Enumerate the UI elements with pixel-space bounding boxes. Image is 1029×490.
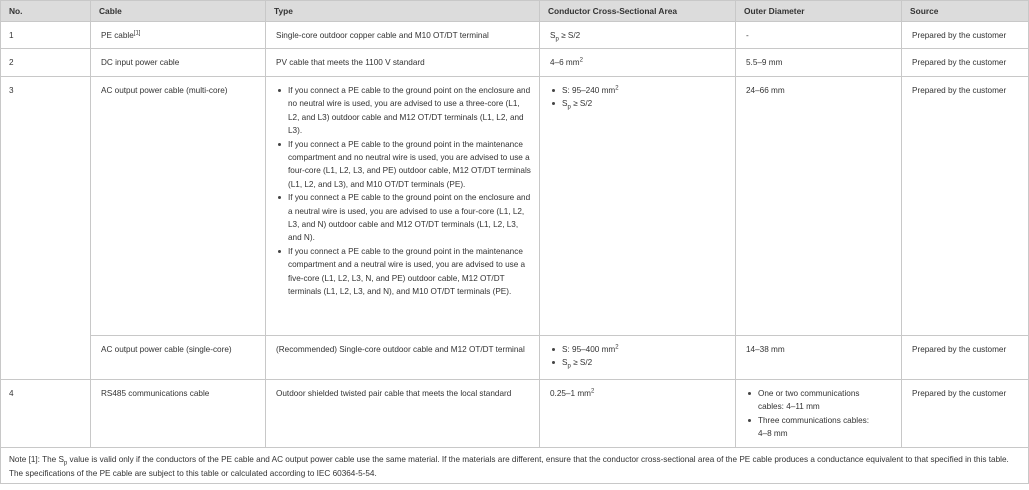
cell-diameter: 24–66 mm — [736, 77, 902, 336]
note-row — [1, 448, 1029, 484]
cell-no: 1 — [1, 22, 91, 49]
cell-cable: AC output power cable (single-core) — [91, 336, 266, 380]
cell-type: PV cable that meets the 1100 V standard — [266, 49, 540, 77]
header-source: Source — [902, 1, 1029, 22]
list-item: If you connect a PE cable to the ground point on the enclosure and a neutral wire is used, you are advised to use a four-core (L1, L2, L3, and N) outdoor cable and M12 OT/DT terminals (L1, L2, L3, and N). — [276, 191, 531, 245]
cell-area: $S_p \ge S/2$ — [540, 22, 736, 49]
list-item: If you connect a PE cable to the ground point in the maintenance compartment and no neutral wire is used, you are advised to use a four-core (L1, L2, L3, and PE) outdoor cable, M12 OT/DT terminals (L1, L2, and L3), and M10 OT/DT terminals (PE). — [276, 138, 531, 192]
cell-cable: DC input power cable — [91, 49, 266, 77]
area-bullet-list — [550, 343, 727, 370]
table-row — [1, 22, 1029, 49]
header-area: Conductor Cross-Sectional Area — [540, 1, 736, 22]
cell-type — [266, 77, 540, 336]
cell-area: 4–6 $mm^2$ — [540, 49, 736, 77]
cell-source: Prepared by the customer — [902, 380, 1029, 448]
diameter-bullet-list — [746, 387, 893, 441]
type-bullet-list — [276, 84, 531, 299]
cell-diameter — [736, 380, 902, 448]
cell-diameter: 5.5–9 mm — [736, 49, 902, 77]
cell-cable: PE cable[1] — [91, 22, 266, 49]
header-diameter: Outer Diameter — [736, 1, 902, 22]
table-row — [1, 77, 1029, 336]
table-header-row — [1, 1, 1029, 22]
area-bullet-list — [550, 84, 727, 111]
list-item: S: 95–400 $mm^2$ — [550, 343, 727, 356]
cell-cable: RS485 communications cable — [91, 380, 266, 448]
cell-no: 4 — [1, 380, 91, 448]
header-type: Type — [266, 1, 540, 22]
cell-type: Single-core outdoor copper cable and M10 OT/DT terminal — [266, 22, 540, 49]
header-no: No. — [1, 1, 91, 22]
footnote-ref[interactable]: [1] — [133, 30, 141, 37]
table-row — [1, 49, 1029, 77]
cell-area — [540, 336, 736, 380]
cell-diameter: - — [736, 22, 902, 49]
list-item: If you connect a PE cable to the ground point in the maintenance compartment and a neutral wire is used, you are advised to use a five-core (L1, L2, L3, N, and PE) outdoor cable, M12 OT/DT terminals (L1, L2, L3, and N), and M10 OT/DT terminals (PE). — [276, 245, 531, 299]
cell-diameter: 14–38 mm — [736, 336, 902, 380]
list-item: If you connect a PE cable to the ground point on the enclosure and no neutral wire is used, you are advised to use a three-core (L1, L2, and L3) outdoor cable and M12 OT/DT terminals (L1, L2, and L3). — [276, 84, 531, 138]
cell-cable: AC output power cable (multi-core) — [91, 77, 266, 336]
cell-area: 0.25–1 $mm^2$ — [540, 380, 736, 448]
cell-source: Prepared by the customer — [902, 22, 1029, 49]
cell-source: Prepared by the customer — [902, 336, 1029, 380]
list-item: Three communications cables: 4–8 mm — [746, 414, 873, 441]
list-item: One or two communications cables: 4–11 mm — [746, 387, 873, 414]
cell-type: (Recommended) Single-core outdoor cable and M12 OT/DT terminal — [266, 336, 540, 380]
cell-area — [540, 77, 736, 336]
table-note: Note [1]: The $S_p$ value is valid only if the conductors of the PE cable and AC output power cable use the same material. If the materials are different, ensure that the conductor cross-sectional area of the PE cable produces a conductance equivalent to that specified in this table. The specifications of the PE cable are subject to this table or calculated according to IEC 60364-5-54. — [1, 448, 1029, 484]
cell-source: Prepared by the customer — [902, 49, 1029, 77]
cell-source: Prepared by the customer — [902, 77, 1029, 336]
header-cable: Cable — [91, 1, 266, 22]
list-item: $S_p \ge S/2$ — [550, 356, 727, 369]
cell-no: 3 — [1, 77, 91, 380]
table-row — [1, 336, 1029, 380]
cell-no: 2 — [1, 49, 91, 77]
table-row — [1, 380, 1029, 448]
list-item: $S_p \ge S/2$ — [550, 97, 727, 110]
list-item: S: 95–240 $mm^2$ — [550, 84, 727, 97]
cell-type: Outdoor shielded twisted pair cable that meets the local standard — [266, 380, 540, 448]
